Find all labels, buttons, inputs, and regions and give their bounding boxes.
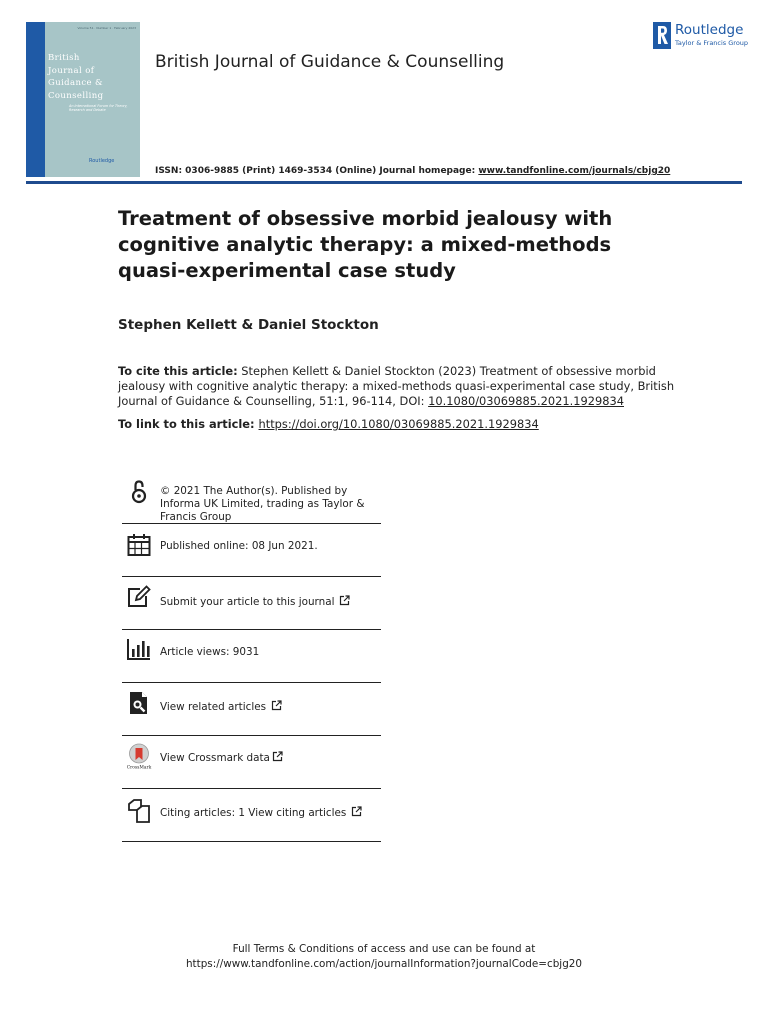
crossmark-row[interactable]: [122, 736, 381, 789]
article-views: Article views: 9031: [160, 646, 260, 658]
cover-title-line: Guidance &: [48, 78, 104, 88]
citation-label: To cite this article:: [118, 364, 238, 378]
citing-articles-icon: [126, 798, 152, 824]
external-link-icon: [272, 751, 283, 762]
routledge-r-icon: [653, 22, 671, 49]
citing-row[interactable]: [122, 789, 381, 842]
cover-publisher-logo: Routledge: [89, 158, 115, 164]
related-articles-link[interactable]: [160, 700, 282, 714]
submit-article-text: Submit your article to this journal: [160, 596, 335, 608]
submit-row[interactable]: [122, 577, 381, 630]
crossmark-icon: [126, 743, 152, 769]
citation-text: Stephen Kellett & Daniel Stockton (2023) Treatment of obsessive morbid jealousy with cognitive analytic therapy: a mixed-methods quasi-experimental case study, British Journal of Guidance & Counselling, 51:1, 96-114, DOI:: [118, 364, 675, 408]
doi-link[interactable]: 10.1080/03069885.2021.1929834: [428, 394, 624, 408]
copyright-text: © 2021 The Author(s). Published by Informa UK Limited, trading as Taylor & Francis Group: [160, 485, 365, 523]
cover-title-line: Journal of: [48, 65, 95, 76]
views-row: [122, 630, 381, 683]
citing-articles-link[interactable]: [160, 806, 362, 820]
journal-name: British Journal of Guidance & Counselling: [155, 52, 505, 72]
publisher-subname: Taylor & Francis Group: [675, 39, 749, 47]
edit-icon: [126, 584, 152, 610]
header-divider: [26, 181, 742, 184]
crossmark-label: CrossMark: [126, 765, 152, 769]
external-link-icon: [339, 595, 350, 606]
external-link-icon: [351, 806, 362, 817]
crossmark-text: View Crossmark data: [160, 752, 270, 764]
article-link-line: [118, 417, 539, 431]
article-info-list: [122, 474, 381, 842]
cover-title-line: Counselling: [48, 90, 104, 101]
related-row[interactable]: [122, 683, 381, 736]
published-row: [122, 524, 381, 577]
citing-articles-text: Citing articles: 1 View citing articles: [160, 807, 347, 819]
terms-footer: [0, 942, 768, 972]
terms-url[interactable]: https://www.tandfonline.com/action/journalInformation?journalCode=cbjg20: [185, 958, 583, 970]
cover-volume-line: Volume 51 · Number 1 · February 2023: [77, 26, 136, 30]
cover-title-line: British: [48, 53, 80, 63]
journal-cover: [26, 22, 140, 177]
article-link-label: To link to this article:: [118, 417, 259, 431]
article-title: Treatment of obsessive morbid jealousy with cognitive analytic therapy: a mixed-methods quasi-experimental case study: [118, 207, 613, 282]
external-link-icon: [271, 700, 282, 711]
publisher-name: Routledge: [675, 22, 744, 38]
open-access-icon: [126, 479, 152, 505]
submit-article-link[interactable]: [160, 595, 350, 609]
crossmark-link[interactable]: [160, 751, 283, 765]
issn-text: ISSN: 0306-9885 (Print) 1469-3534 (Online) Journal homepage:: [155, 166, 479, 176]
calendar-icon: [126, 532, 152, 558]
journal-homepage-link[interactable]: www.tandfonline.com/journals/cbjg20: [478, 166, 671, 176]
cover-subtitle: An International Forum for Theory, Research and Debate: [69, 104, 128, 113]
issn-line: [155, 166, 670, 176]
bar-chart-icon: [126, 636, 152, 662]
open-access-row: [122, 474, 381, 524]
search-document-icon: [126, 690, 152, 716]
terms-line: Full Terms & Conditions of access and use can be found at: [232, 943, 536, 955]
article-authors: Stephen Kellett & Daniel Stockton: [118, 317, 379, 333]
citation-block: [118, 364, 678, 409]
cover-body: [45, 22, 140, 177]
related-articles-text: View related articles: [160, 701, 267, 713]
cover-spine: [26, 22, 45, 177]
cover-title: [48, 52, 103, 102]
routledge-logo[interactable]: [653, 22, 749, 50]
article-doi-url[interactable]: https://doi.org/10.1080/03069885.2021.1929834: [258, 417, 539, 431]
published-date: Published online: 08 Jun 2021.: [160, 540, 318, 552]
